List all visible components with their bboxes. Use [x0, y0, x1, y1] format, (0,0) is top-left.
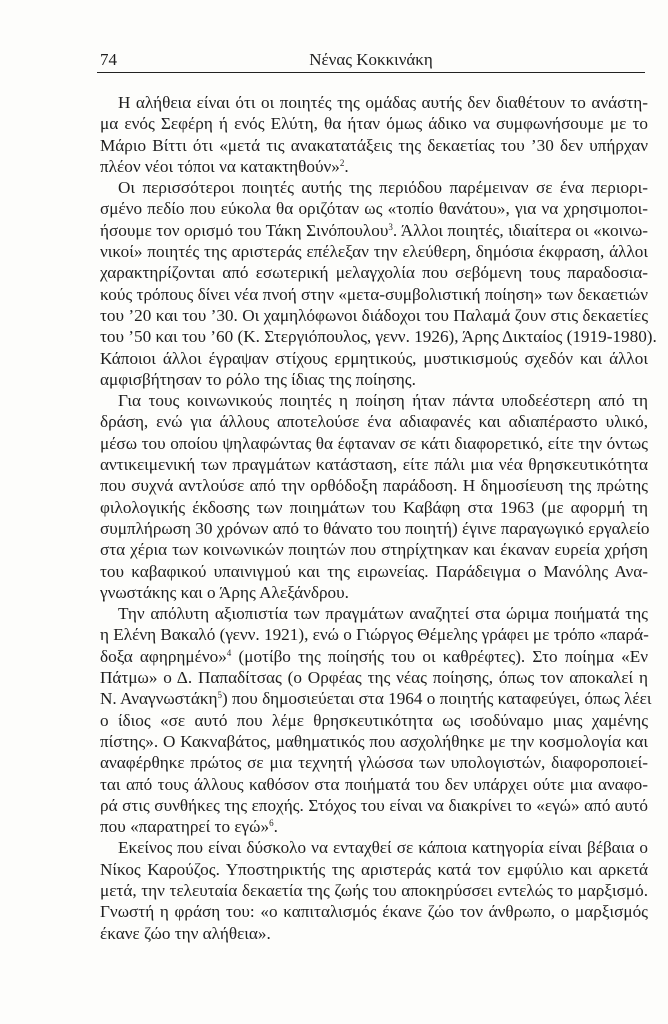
text-line: Κάποιοι άλλοι έγραψαν στίχους ερμητικούς, μυστικισμούς σχεδόν και άλλοι	[100, 348, 648, 368]
text-line: που συχνά αντλούσε από την ορθόδοξη παράδοση. Η δημοσίευση της πρώτης	[100, 476, 648, 496]
text-line: Εκείνος που είναι δύσκολο να ενταχθεί σε κάποια κατηγορία είναι βέβαια ο	[118, 838, 648, 858]
footnote-ref[interactable]: 2	[339, 157, 345, 168]
text-line: σμένο πεδίο που εύκολα θα οριζόταν ως «τοπίο θανάτου», για να χρησιμοποι-	[100, 199, 648, 219]
text-line: Μάριο Βίττι ότι «μετά τις ανακατατάξεις της δεκαετίας του ’30 δεν υπήρχαν	[100, 135, 648, 155]
footnote-ref[interactable]: 5	[217, 690, 222, 701]
text-line: μέσω του οποίου ψηλαφώντας θα έφταναν σε κάτι διαφορετικό, είτε την όντως	[100, 433, 648, 453]
text-line: ται από τους άλλους καθόσον στα ποιήματά του δεν υπάρχει ούτε μια αναφο-	[100, 774, 648, 794]
text-line: γνωστάκης και ο Άρης Αλεξάνδρου.	[100, 582, 349, 602]
page-number: 74	[100, 50, 117, 69]
text-line: έκανε ζώο την αλήθεια».	[100, 923, 271, 943]
paragraph-1	[100, 92, 648, 177]
text-line: μετά, την τελευταία δεκαετία της ζωής του αποκηρύσσει εντελώς το μαρξισμό.	[100, 880, 648, 900]
text-line: πλέον νέοι τόποι να κατακτηθούν»$^2$.	[100, 156, 349, 176]
text-line: ήσουμε τον ορισμό του Τάκη Σινόπουλου$^3$. Άλλοι ποιητές, ιδιαίτερα οι «κοινω-	[100, 220, 648, 240]
text-line: φιλολογικής έκδοσης των ποιημάτων του Καβάφη στα 1963 (με αφορμή τη	[100, 497, 648, 517]
footnote-ref[interactable]: 4	[226, 647, 232, 658]
text-line: αντικειμενική των πραγμάτων κατάσταση, είτε πάλι μια νέα θρησκευτικότητα	[100, 455, 648, 475]
paragraph-5	[100, 837, 648, 943]
text-line: Γνωστή η φράση του: «ο καπιταλισμός έκανε ζώο τον άνθρωπο, ο μαρξισμός	[100, 902, 648, 922]
text-line: η Ελένη Βακαλό (γενν. 1921), ενώ ο Γιώργος Θέμελης γράφει με τρόπο «παρά-	[100, 625, 649, 645]
text-line: μα ενός Σεφέρη ή ενός Ελύτη, θα ήταν όμως άδικο να συμφωνήσουμε με το	[100, 114, 648, 134]
text-line: δράση, ενώ για άλλους αποτελούσε ένα αδιαφανές και αδιαπέραστο υλικό,	[100, 412, 648, 432]
text-line: Ν. Αναγνωστάκη$^5$) που δημοσιεύεται στα 1964 ο ποιητής καταφεύγει, όπως λέει	[100, 689, 652, 709]
text-line: Η αλήθεια είναι ότι οι ποιητές της ομάδας αυτής δεν διαθέτουν το ανάστη-	[118, 93, 648, 112]
text-line: χαρακτηρίζονται από εσωτερική μελαγχολία που σεβόμενη τους παραδοσια-	[100, 263, 648, 283]
footnote-ref[interactable]: 6	[269, 818, 274, 829]
text-line: Για τους κοινωνικούς ποιητές η ποίηση ήταν πάντα υποδεέστερη από τη	[118, 391, 648, 411]
page-header	[97, 44, 645, 73]
text-line: ρά στις συνθήκες της εποχής. Στόχος του είναι να διακρίνει το «εγώ» από αυτό	[100, 795, 648, 815]
footnote-ref[interactable]: 3	[388, 221, 393, 232]
text-line: που «παρατηρεί το εγώ»$^6$.	[100, 817, 278, 837]
text-line: του ’50 και του ’60 (Κ. Στεργιόπουλος, γενν. 1926), Άρης Δικταίος (1919-1980).	[100, 327, 657, 347]
paragraph-2	[100, 177, 657, 390]
text-line: αναφέρθηκε πρώτος σε μια τεχνητή γλώσσα των υπολογιστών, διαφοροποιεί-	[100, 753, 648, 773]
text-line: συμπλήρωση 30 χρόνων από το θάνατο του ποιητή) έγινε παραγωγικό εργαλείο	[100, 518, 650, 538]
text-line: πίστης». Ο Κακναβάτος, μαθηματικός που ασχολήθηκε με την κοσμολογία και	[100, 731, 648, 751]
text-line: κούς τρόπους δίνει νέα πνοή στην «μετα-συμβολιστική ποίηση» των δεκαετιών	[100, 284, 648, 304]
text-line: στα χέρια των κοινωνικών ποιητών που στηρίχτηκαν και έκαναν ευρεία χρήση	[100, 540, 648, 560]
text-line: αμφισβήτησαν το ρόλο της ίδιας της ποίησης.	[100, 369, 416, 389]
text-line: Νίκος Καρούζος. Υποστηρικτής της αριστεράς κατά τον εμφύλιο και αρκετά	[100, 859, 648, 879]
text-line: Πάτμω» ο Δ. Παπαδίτσας (ο Ορφέας της νέας ποίησης, όπως τον αποκαλεί η	[100, 668, 648, 688]
text-line: Οι περισσότεροι ποιητές αυτής της περιόδου παρέμειναν σε ένα περιορι-	[118, 178, 648, 198]
text-line: ο ίδιος «σε αυτό που λέμε θρησκευτικότητα ως ισοδύναμο μιας χαμένης	[100, 710, 648, 730]
paragraph-3	[100, 390, 648, 603]
text-line: δοξα αφηρημένο»$^4$ (μοτίβο της ποίησής του οι καθρέφτες). Στο ποίημα «Εν	[100, 646, 648, 666]
text-line: Την απόλυτη αξιοπιστία των πραγμάτων αναζητεί στα ώριμα ποιήματά της	[118, 604, 648, 624]
running-title: Νένας Κοκκινάκη	[309, 50, 433, 69]
text-line: του ’20 και του ’30. Οι χαμηλόφωνοι διάδοχοι του Παλαμά ζουν στις δεκαετίες	[100, 305, 648, 325]
text-line: του καβαφικού υπαινιγμού και της ειρωνείας. Παράδειγμα ο Μανόλης Ανα-	[100, 561, 648, 581]
paragraph-4	[100, 603, 652, 837]
body-text	[100, 92, 657, 944]
text-line: νικοί» ποιητές της αριστεράς επέλεξαν την ελεύθερη, δημόσια έκφραση, άλλοι	[100, 242, 648, 262]
